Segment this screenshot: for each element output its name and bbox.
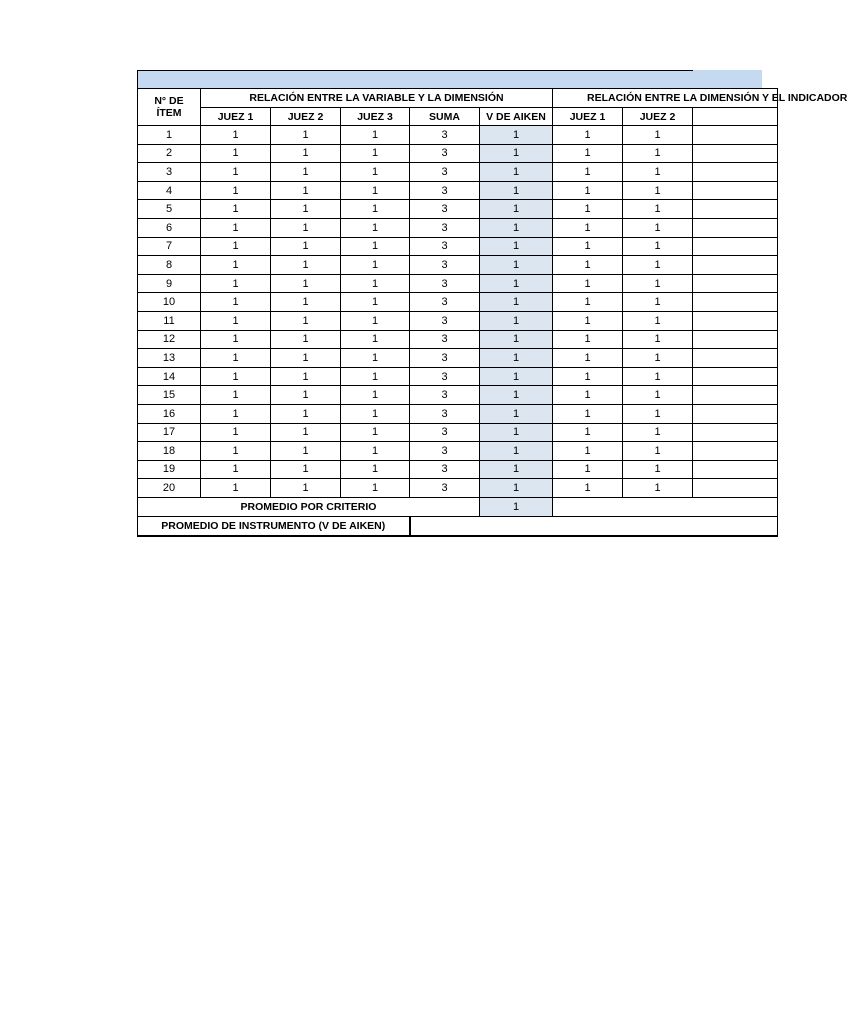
value-cell[interactable]: 1 xyxy=(201,200,271,219)
promedio-criterio-value[interactable]: 1 xyxy=(480,497,553,516)
table-row xyxy=(138,367,778,386)
value-cell[interactable]: 1 xyxy=(201,181,271,200)
value-cell[interactable]: 1 xyxy=(553,367,623,386)
item-number-cell[interactable]: 18 xyxy=(138,442,201,461)
promedio-instrumento-value[interactable] xyxy=(410,516,778,536)
value-cell[interactable]: 1 xyxy=(553,237,623,256)
value-cell[interactable]: 3 xyxy=(410,479,480,498)
aiken-cell[interactable]: 1 xyxy=(480,163,553,182)
value-cell[interactable]: 1 xyxy=(341,404,410,423)
aiken-cell[interactable]: 1 xyxy=(480,200,553,219)
overflow-cell[interactable] xyxy=(693,460,778,479)
aiken-cell[interactable]: 1 xyxy=(480,256,553,275)
value-cell[interactable]: 1 xyxy=(201,386,271,405)
table-row xyxy=(138,163,778,182)
item-number-cell[interactable]: 13 xyxy=(138,349,201,368)
value-cell[interactable]: 1 xyxy=(271,256,341,275)
value-cell[interactable]: 1 xyxy=(341,200,410,219)
value-cell[interactable]: 1 xyxy=(553,163,623,182)
table-row xyxy=(138,256,778,275)
value-cell[interactable]: 1 xyxy=(201,349,271,368)
value-cell[interactable]: 1 xyxy=(623,367,693,386)
subheader-5: V DE AIKEN xyxy=(480,108,553,126)
item-number-cell[interactable]: 19 xyxy=(138,460,201,479)
value-cell[interactable]: 3 xyxy=(410,330,480,349)
subheader-7: JUEZ 2 xyxy=(623,108,693,126)
promedio-criterio-label: PROMEDIO POR CRITERIO xyxy=(138,497,480,516)
overflow-cell[interactable] xyxy=(693,404,778,423)
table-row xyxy=(138,237,778,256)
overflow-cell[interactable] xyxy=(693,274,778,293)
item-number-cell[interactable]: 14 xyxy=(138,367,201,386)
aiken-cell[interactable]: 1 xyxy=(480,404,553,423)
table-row xyxy=(138,479,778,498)
value-cell[interactable]: 1 xyxy=(553,200,623,219)
aiken-cell[interactable]: 1 xyxy=(480,479,553,498)
aiken-cell[interactable]: 1 xyxy=(480,144,553,163)
value-cell[interactable]: 1 xyxy=(341,367,410,386)
item-number-cell[interactable]: 12 xyxy=(138,330,201,349)
table-row xyxy=(138,274,778,293)
item-header-line2: ÍTEM xyxy=(156,107,182,119)
item-number-cell[interactable]: 15 xyxy=(138,386,201,405)
item-number-header xyxy=(138,89,201,126)
value-cell[interactable]: 1 xyxy=(201,126,271,145)
value-cell[interactable]: 1 xyxy=(553,330,623,349)
aiken-cell[interactable]: 1 xyxy=(480,311,553,330)
overflow-cell[interactable] xyxy=(693,349,778,368)
value-cell[interactable]: 1 xyxy=(341,218,410,237)
value-cell[interactable]: 1 xyxy=(623,404,693,423)
value-cell[interactable]: 1 xyxy=(553,423,623,442)
value-cell[interactable]: 1 xyxy=(553,386,623,405)
value-cell[interactable]: 3 xyxy=(410,442,480,461)
value-cell[interactable]: 1 xyxy=(553,442,623,461)
value-cell[interactable]: 1 xyxy=(201,423,271,442)
overflow-cell[interactable] xyxy=(693,181,778,200)
value-cell[interactable]: 1 xyxy=(623,126,693,145)
aiken-cell[interactable]: 1 xyxy=(480,330,553,349)
table-row xyxy=(138,349,778,368)
value-cell[interactable]: 1 xyxy=(201,311,271,330)
value-cell[interactable]: 1 xyxy=(201,218,271,237)
aiken-cell[interactable]: 1 xyxy=(480,367,553,386)
value-cell[interactable]: 1 xyxy=(341,349,410,368)
subheader-4: SUMA xyxy=(410,108,480,126)
item-number-cell[interactable]: 6 xyxy=(138,218,201,237)
overflow-cell[interactable] xyxy=(693,218,778,237)
value-cell[interactable]: 1 xyxy=(341,274,410,293)
table-row xyxy=(138,126,778,145)
item-number-cell[interactable]: 4 xyxy=(138,181,201,200)
aiken-validation-table xyxy=(137,88,847,537)
value-cell[interactable]: 1 xyxy=(553,404,623,423)
header-band-overflow xyxy=(693,70,762,88)
value-cell[interactable]: 1 xyxy=(341,311,410,330)
item-number-cell[interactable]: 8 xyxy=(138,256,201,275)
overflow-cell[interactable] xyxy=(693,386,778,405)
value-cell[interactable]: 1 xyxy=(623,256,693,275)
value-cell[interactable]: 1 xyxy=(201,404,271,423)
table-title-band xyxy=(137,70,693,89)
value-cell[interactable]: 1 xyxy=(623,442,693,461)
value-cell[interactable]: 1 xyxy=(201,163,271,182)
overflow-cell[interactable] xyxy=(693,367,778,386)
item-number-cell[interactable]: 7 xyxy=(138,237,201,256)
value-cell[interactable]: 1 xyxy=(341,181,410,200)
subheader-3: JUEZ 3 xyxy=(341,108,410,126)
table-row xyxy=(138,200,778,219)
table-row xyxy=(138,330,778,349)
value-cell[interactable]: 1 xyxy=(341,330,410,349)
aiken-cell[interactable]: 1 xyxy=(480,442,553,461)
value-cell[interactable]: 1 xyxy=(271,126,341,145)
value-cell[interactable]: 1 xyxy=(271,181,341,200)
value-cell[interactable]: 1 xyxy=(271,479,341,498)
value-cell[interactable]: 1 xyxy=(271,442,341,461)
table-body xyxy=(138,126,778,536)
value-cell[interactable]: 1 xyxy=(553,218,623,237)
value-cell[interactable]: 1 xyxy=(553,126,623,145)
value-cell[interactable]: 1 xyxy=(201,479,271,498)
value-cell[interactable]: 3 xyxy=(410,200,480,219)
value-cell[interactable]: 3 xyxy=(410,218,480,237)
value-cell[interactable]: 1 xyxy=(623,423,693,442)
value-cell[interactable]: 1 xyxy=(271,330,341,349)
value-cell[interactable]: 1 xyxy=(341,256,410,275)
value-cell[interactable]: 1 xyxy=(201,442,271,461)
value-cell[interactable]: 1 xyxy=(623,349,693,368)
value-cell[interactable]: 1 xyxy=(553,256,623,275)
value-cell[interactable]: 1 xyxy=(341,293,410,312)
value-cell[interactable]: 1 xyxy=(553,144,623,163)
value-cell[interactable]: 1 xyxy=(201,460,271,479)
aiken-cell[interactable]: 1 xyxy=(480,460,553,479)
value-cell[interactable]: 1 xyxy=(623,218,693,237)
value-cell[interactable]: 1 xyxy=(341,479,410,498)
value-cell[interactable]: 3 xyxy=(410,293,480,312)
value-cell[interactable]: 1 xyxy=(341,163,410,182)
value-cell[interactable]: 1 xyxy=(271,163,341,182)
value-cell[interactable]: 3 xyxy=(410,404,480,423)
value-cell[interactable]: 3 xyxy=(410,311,480,330)
value-cell[interactable]: 1 xyxy=(553,293,623,312)
table-row xyxy=(138,311,778,330)
overflow-cell[interactable] xyxy=(693,293,778,312)
value-cell[interactable]: 1 xyxy=(623,386,693,405)
table-row xyxy=(138,460,778,479)
value-cell[interactable]: 3 xyxy=(410,460,480,479)
value-cell[interactable]: 1 xyxy=(271,423,341,442)
overflow-cell[interactable] xyxy=(693,237,778,256)
value-cell[interactable]: 1 xyxy=(271,460,341,479)
value-cell[interactable]: 3 xyxy=(410,144,480,163)
value-cell[interactable]: 1 xyxy=(553,479,623,498)
value-cell[interactable]: 1 xyxy=(201,256,271,275)
overflow-cell[interactable] xyxy=(693,442,778,461)
table-row xyxy=(138,423,778,442)
value-cell[interactable]: 1 xyxy=(271,237,341,256)
overflow-cell[interactable] xyxy=(693,163,778,182)
aiken-cell[interactable]: 1 xyxy=(480,237,553,256)
value-cell[interactable]: 3 xyxy=(410,163,480,182)
value-cell[interactable]: 1 xyxy=(271,386,341,405)
value-cell[interactable]: 1 xyxy=(623,460,693,479)
subheader-row xyxy=(138,108,778,126)
value-cell[interactable]: 1 xyxy=(623,163,693,182)
item-header-line1: N° DE xyxy=(154,95,184,107)
value-cell[interactable]: 1 xyxy=(201,367,271,386)
value-cell[interactable]: 1 xyxy=(553,181,623,200)
item-number-cell[interactable]: 2 xyxy=(138,144,201,163)
value-cell[interactable]: 1 xyxy=(341,386,410,405)
group2-header: RELACIÓN ENTRE LA DIMENSIÓN Y EL INDICADOR xyxy=(553,89,778,108)
promedio-criterio-empty[interactable] xyxy=(553,497,778,516)
value-cell[interactable]: 1 xyxy=(553,274,623,293)
promedio-instrumento-row xyxy=(138,516,778,536)
table-row xyxy=(138,293,778,312)
subheader-2: JUEZ 2 xyxy=(271,108,341,126)
value-cell[interactable]: 1 xyxy=(341,423,410,442)
value-cell[interactable]: 1 xyxy=(623,200,693,219)
value-cell[interactable]: 1 xyxy=(271,274,341,293)
value-cell[interactable]: 1 xyxy=(623,237,693,256)
value-cell[interactable]: 1 xyxy=(201,144,271,163)
value-cell[interactable]: 3 xyxy=(410,386,480,405)
group1-header: RELACIÓN ENTRE LA VARIABLE Y LA DIMENSIÓN xyxy=(201,89,553,108)
item-number-cell[interactable]: 1 xyxy=(138,126,201,145)
value-cell[interactable]: 1 xyxy=(341,126,410,145)
value-cell[interactable]: 1 xyxy=(623,144,693,163)
value-cell[interactable]: 1 xyxy=(341,460,410,479)
aiken-cell[interactable]: 1 xyxy=(480,423,553,442)
overflow-cell[interactable] xyxy=(693,126,778,145)
value-cell[interactable]: 1 xyxy=(623,479,693,498)
value-cell[interactable]: 3 xyxy=(410,349,480,368)
value-cell[interactable]: 1 xyxy=(271,349,341,368)
table-row xyxy=(138,181,778,200)
overflow-cell[interactable] xyxy=(693,423,778,442)
aiken-cell[interactable]: 1 xyxy=(480,181,553,200)
aiken-table-viewport xyxy=(137,88,847,540)
value-cell[interactable]: 1 xyxy=(201,330,271,349)
value-cell[interactable]: 1 xyxy=(201,293,271,312)
value-cell[interactable]: 1 xyxy=(271,200,341,219)
overflow-cell[interactable] xyxy=(693,479,778,498)
item-number-cell[interactable]: 9 xyxy=(138,274,201,293)
value-cell[interactable]: 1 xyxy=(271,404,341,423)
value-cell[interactable]: 3 xyxy=(410,126,480,145)
aiken-cell[interactable]: 1 xyxy=(480,218,553,237)
value-cell[interactable]: 1 xyxy=(553,460,623,479)
value-cell[interactable]: 1 xyxy=(201,237,271,256)
item-number-cell[interactable]: 11 xyxy=(138,311,201,330)
value-cell[interactable]: 1 xyxy=(623,330,693,349)
aiken-cell[interactable]: 1 xyxy=(480,274,553,293)
subheader-1: JUEZ 1 xyxy=(201,108,271,126)
aiken-cell[interactable]: 1 xyxy=(480,126,553,145)
value-cell[interactable]: 1 xyxy=(623,181,693,200)
table-row xyxy=(138,442,778,461)
promedio-instrumento-label: PROMEDIO DE INSTRUMENTO (V DE AIKEN) xyxy=(138,516,410,536)
overflow-cell[interactable] xyxy=(693,144,778,163)
value-cell[interactable]: 1 xyxy=(271,293,341,312)
value-cell[interactable]: 1 xyxy=(271,218,341,237)
overflow-cell[interactable] xyxy=(693,330,778,349)
value-cell[interactable]: 1 xyxy=(341,237,410,256)
value-cell[interactable]: 1 xyxy=(341,442,410,461)
aiken-cell[interactable]: 1 xyxy=(480,386,553,405)
value-cell[interactable]: 3 xyxy=(410,423,480,442)
item-number-cell[interactable]: 20 xyxy=(138,479,201,498)
overflow-cell[interactable] xyxy=(693,256,778,275)
aiken-cell[interactable]: 1 xyxy=(480,293,553,312)
table-row xyxy=(138,386,778,405)
value-cell[interactable]: 3 xyxy=(410,181,480,200)
item-number-cell[interactable]: 3 xyxy=(138,163,201,182)
aiken-cell[interactable]: 1 xyxy=(480,349,553,368)
subheader-6: JUEZ 1 xyxy=(553,108,623,126)
item-number-cell[interactable]: 5 xyxy=(138,200,201,219)
item-number-cell[interactable]: 17 xyxy=(138,423,201,442)
value-cell[interactable]: 1 xyxy=(271,367,341,386)
value-cell[interactable]: 3 xyxy=(410,274,480,293)
table-row xyxy=(138,404,778,423)
value-cell[interactable]: 1 xyxy=(623,274,693,293)
value-cell[interactable]: 3 xyxy=(410,256,480,275)
table-row xyxy=(138,218,778,237)
item-number-cell[interactable]: 16 xyxy=(138,404,201,423)
value-cell[interactable]: 1 xyxy=(271,311,341,330)
value-cell[interactable]: 1 xyxy=(623,311,693,330)
value-cell[interactable]: 1 xyxy=(623,293,693,312)
value-cell[interactable]: 1 xyxy=(553,349,623,368)
value-cell[interactable]: 3 xyxy=(410,237,480,256)
value-cell[interactable]: 1 xyxy=(553,311,623,330)
value-cell[interactable]: 3 xyxy=(410,367,480,386)
value-cell[interactable]: 1 xyxy=(271,144,341,163)
table-row xyxy=(138,144,778,163)
value-cell[interactable]: 1 xyxy=(341,144,410,163)
overflow-cell[interactable] xyxy=(693,200,778,219)
overflow-cell[interactable] xyxy=(693,311,778,330)
value-cell[interactable]: 1 xyxy=(201,274,271,293)
promedio-criterio-row xyxy=(138,497,778,516)
subheader-overflow xyxy=(693,108,778,126)
item-number-cell[interactable]: 10 xyxy=(138,293,201,312)
